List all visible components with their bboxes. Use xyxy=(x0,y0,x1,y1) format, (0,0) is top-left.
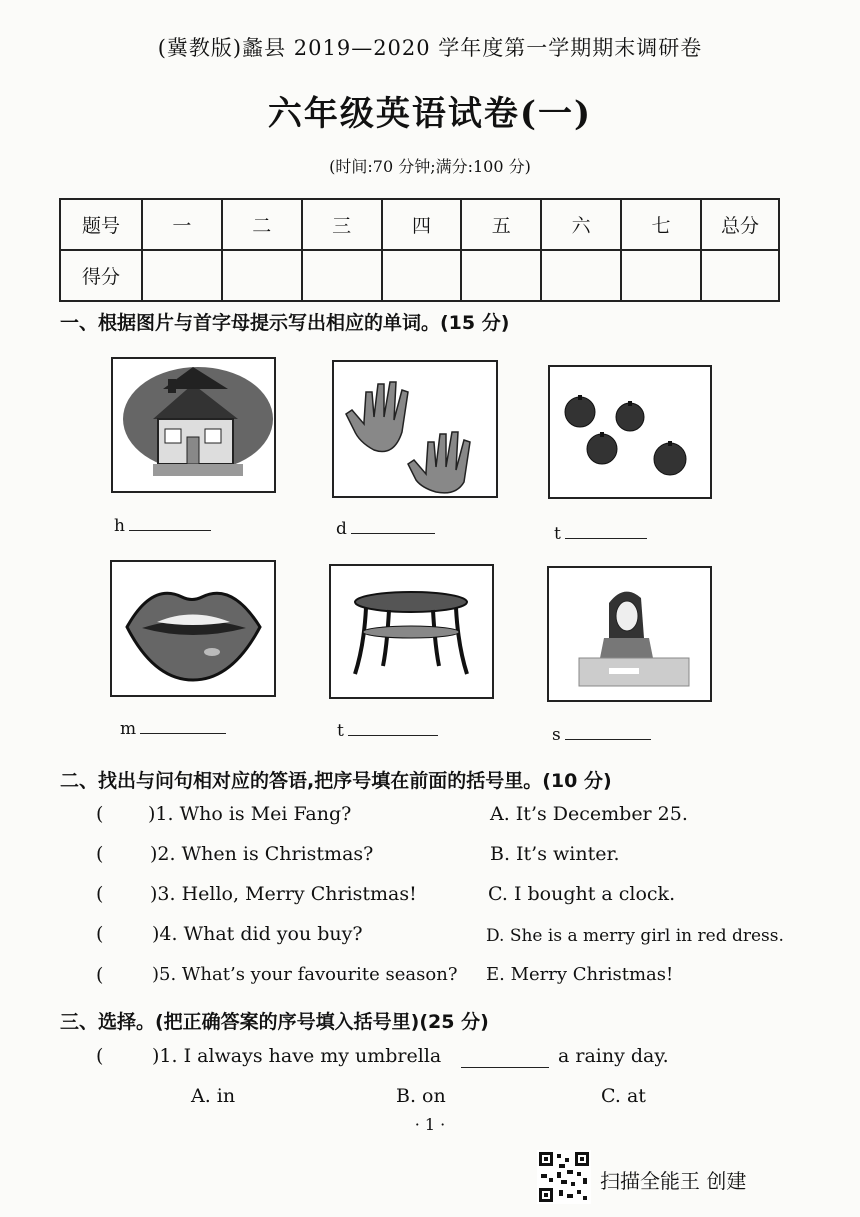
score-cell: 一 xyxy=(142,199,222,250)
match-row xyxy=(0,843,860,873)
score-cell: 得分 xyxy=(60,250,142,301)
hint-letter: h xyxy=(114,516,125,536)
score-cell: 五 xyxy=(461,199,541,250)
question-text-before: )1. I always have my umbrella xyxy=(152,1045,442,1067)
score-entry-cell[interactable] xyxy=(621,250,701,301)
answer-bracket[interactable]: ( xyxy=(96,964,104,986)
score-entry-cell[interactable] xyxy=(541,250,621,301)
hint-letter: t xyxy=(337,721,344,741)
hint-letter: m xyxy=(120,719,137,739)
score-entry-cell[interactable] xyxy=(142,250,222,301)
answer-text: E. Merry Christmas! xyxy=(486,964,674,985)
option-a[interactable]: A. in xyxy=(191,1085,236,1107)
score-cell: 三 xyxy=(302,199,382,250)
score-cell: 七 xyxy=(621,199,701,250)
choice-question xyxy=(0,1045,860,1075)
match-row xyxy=(0,803,860,833)
fill-blank[interactable] xyxy=(461,1067,549,1068)
sad-girl-icon xyxy=(547,566,712,702)
choice-options xyxy=(0,1085,860,1113)
mouth-icon xyxy=(110,560,276,697)
table-icon xyxy=(329,564,494,699)
answer-text: C. I bought a clock. xyxy=(488,883,676,905)
score-cell: 六 xyxy=(541,199,621,250)
scanner-watermark: 扫描全能王 创建 xyxy=(600,1169,747,1193)
answer-text: B. It’s winter. xyxy=(490,843,620,865)
answer-text: D. She is a merry girl in red dress. xyxy=(486,926,784,946)
answer-text: A. It’s December 25. xyxy=(490,803,688,825)
exam-title: 六年级英语试卷(一) xyxy=(267,94,593,134)
answer-line-6[interactable] xyxy=(552,725,651,745)
section1-title: 一、根据图片与首字母提示写出相应的单词。(15 分) xyxy=(60,312,510,334)
match-row xyxy=(0,883,860,913)
score-table-score-row xyxy=(60,250,779,301)
time-note: (时间:70 分钟;满分:100 分) xyxy=(329,157,531,176)
score-entry-cell[interactable] xyxy=(461,250,541,301)
question-text: )4. What did you buy? xyxy=(152,923,363,945)
house-icon xyxy=(111,357,276,493)
match-row xyxy=(0,923,860,953)
option-b[interactable]: B. on xyxy=(396,1085,446,1107)
answer-bracket[interactable]: ( xyxy=(96,1045,104,1067)
answer-line-3[interactable] xyxy=(554,524,647,544)
section3-title: 三、选择。(把正确答案的序号填入括号里)(25 分) xyxy=(60,1011,489,1033)
question-text-after: a rainy day. xyxy=(558,1045,669,1067)
question-text: )3. Hello, Merry Christmas! xyxy=(150,883,417,905)
section2-title: 二、找出与问句相对应的答语,把序号填在前面的括号里。(10 分) xyxy=(60,770,612,792)
answer-bracket[interactable]: ( xyxy=(96,843,104,865)
score-cell: 二 xyxy=(222,199,302,250)
score-cell: 总分 xyxy=(701,199,779,250)
hands-icon xyxy=(332,360,498,498)
question-text: )1. Who is Mei Fang? xyxy=(148,803,352,825)
answer-line-1[interactable] xyxy=(114,516,211,536)
exam-subtitle: (冀教版)蠡县 2019—2020 学年度第一学期期末调研卷 xyxy=(157,36,703,60)
score-table-header-row xyxy=(60,199,779,250)
hint-letter: d xyxy=(336,519,347,539)
score-entry-cell[interactable] xyxy=(222,250,302,301)
question-text: )2. When is Christmas? xyxy=(150,843,374,865)
score-cell: 题号 xyxy=(60,199,142,250)
answer-bracket[interactable]: ( xyxy=(96,923,104,945)
score-table xyxy=(59,198,780,302)
hint-letter: t xyxy=(554,524,561,544)
match-row xyxy=(0,964,860,994)
answer-bracket[interactable]: ( xyxy=(96,883,104,905)
answer-line-2[interactable] xyxy=(336,519,435,539)
score-entry-cell[interactable] xyxy=(302,250,382,301)
score-entry-cell[interactable] xyxy=(701,250,779,301)
tomatoes-icon xyxy=(548,365,712,499)
option-c[interactable]: C. at xyxy=(601,1085,646,1107)
answer-line-4[interactable] xyxy=(120,719,226,739)
qr-code-icon xyxy=(537,1150,591,1204)
score-entry-cell[interactable] xyxy=(382,250,462,301)
answer-bracket[interactable]: ( xyxy=(96,803,104,825)
hint-letter: s xyxy=(552,725,561,745)
answer-line-5[interactable] xyxy=(337,721,438,741)
question-text: )5. What’s your favourite season? xyxy=(152,964,458,985)
page-number: · 1 · xyxy=(414,1115,446,1134)
score-cell: 四 xyxy=(382,199,462,250)
